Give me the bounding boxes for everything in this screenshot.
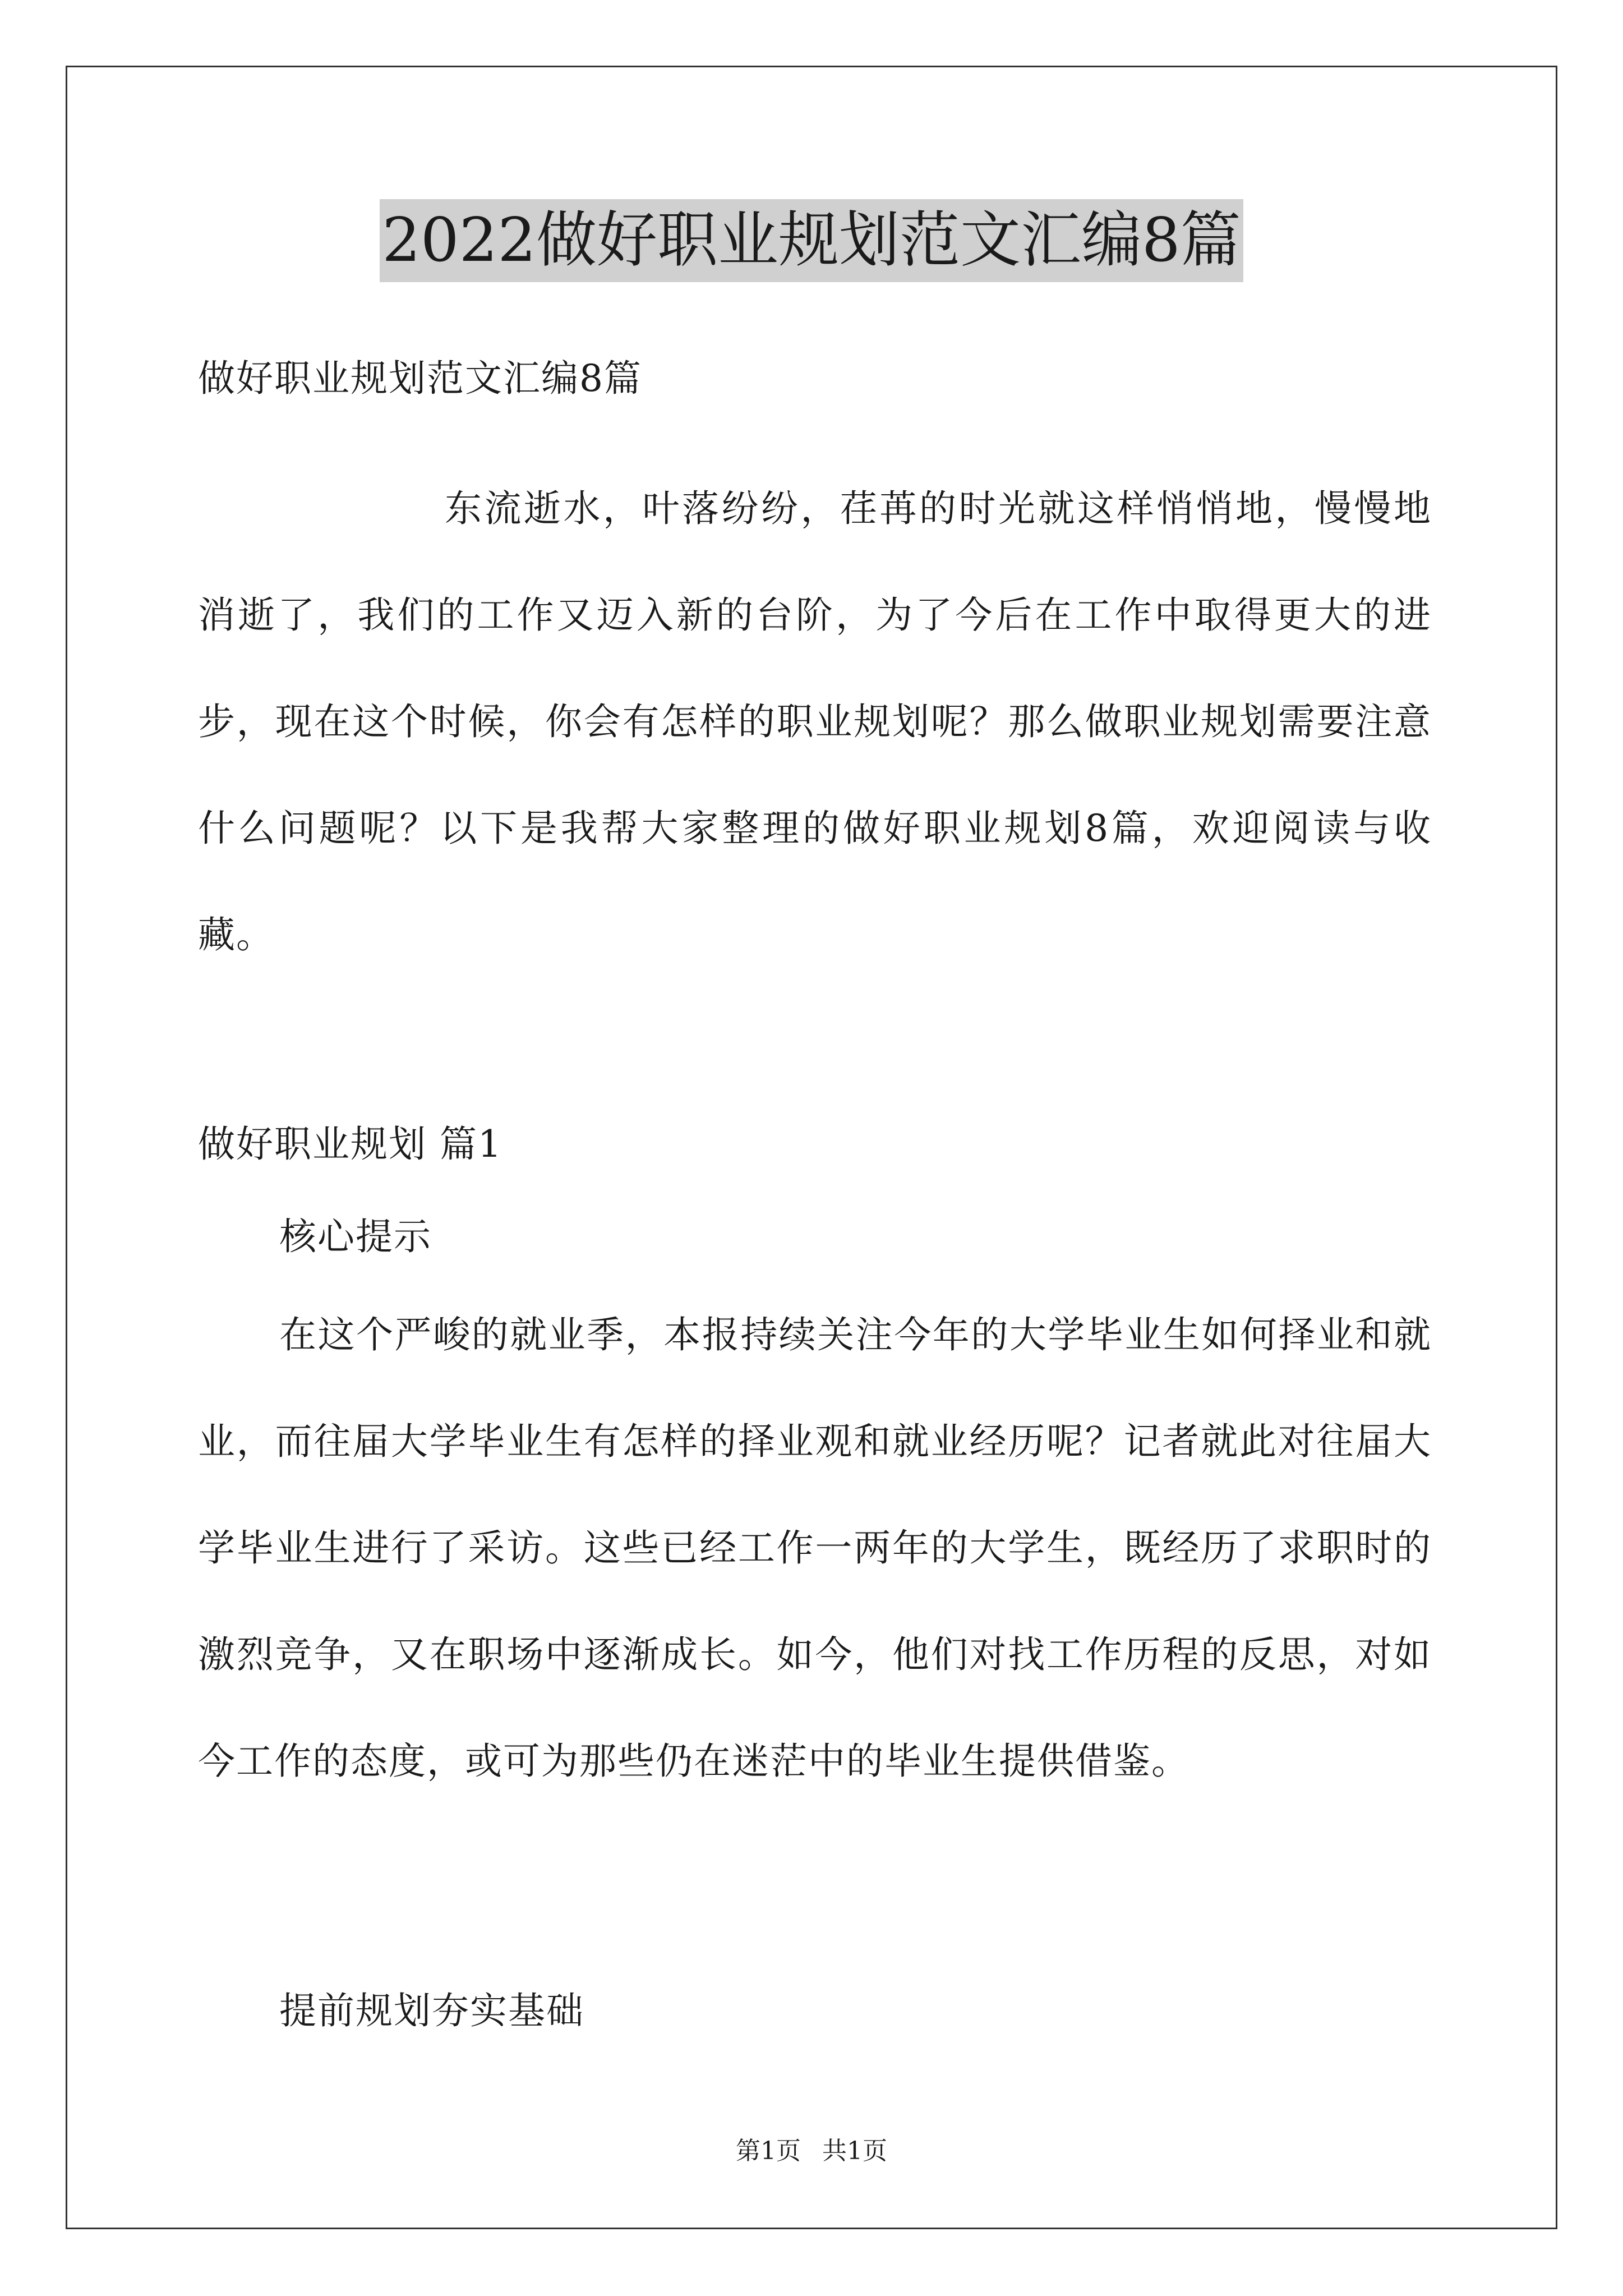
document-subtitle: 做好职业规划范文汇编8篇 (198, 357, 642, 400)
intro-paragraph: 东流逝水，叶落纷纷，荏苒的时光就这样悄悄地，慢慢地消逝了，我们的工作又迈入新的台阶，为了今后在工作中取得更大的进步，现在这个时候，你会有怎样的职业规划呢？那么做职业规划需要注意什么问题呢？以下是我帮大家整理的做好职业规划8篇，欢迎阅读与收藏。 (198, 487, 1432, 956)
page-number-current: 第1页 (736, 2137, 801, 2165)
page-footer (0, 2134, 1623, 2168)
section-heading: 做好职业规划 篇1 (198, 1122, 502, 1166)
core-tip-heading: 核心提示 (279, 1215, 432, 1258)
subheading: 提前规划夯实基础 (279, 1989, 584, 2032)
title-container (0, 199, 1623, 282)
document-title: 2022做好职业规划范文汇编8篇 (380, 199, 1243, 282)
page-number-total: 共1页 (822, 2137, 887, 2165)
body-paragraph: 在这个严峻的就业季，本报持续关注今年的大学毕业生如何择业和就业，而往届大学毕业生有怎样的择业观和就业经历呢？记者就此对往届大学毕业生进行了采访。这些已经工作一两年的大学生，既经历了求职时的激烈竞争，又在职场中逐渐成长。如今，他们对找工作历程的反思，对如今工作的态度，或可为那些仍在迷茫中的毕业生提供借鉴。 (198, 1313, 1432, 1783)
